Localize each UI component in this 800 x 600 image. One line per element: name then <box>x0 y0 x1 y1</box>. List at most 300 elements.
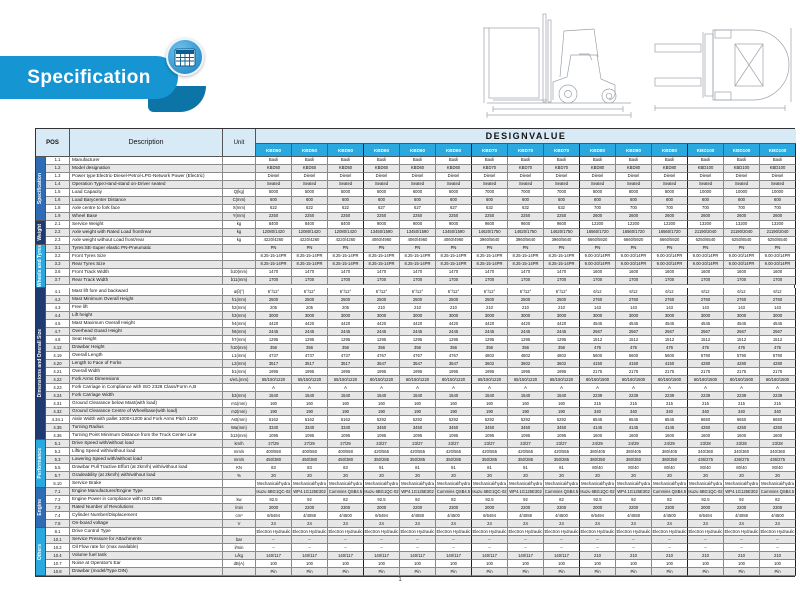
value-cell: 24 <box>688 520 724 528</box>
value-cell: 4280 <box>724 360 760 368</box>
unit-cell: h10(mm) <box>223 344 256 352</box>
unit-cell <box>223 568 256 576</box>
value-cell: 1600 <box>760 269 796 277</box>
value-cell: 140/117 <box>256 552 292 560</box>
value-cell: 215 <box>688 400 724 408</box>
value-cell: 6250/6540 <box>688 237 724 245</box>
value-cell: A <box>328 384 364 392</box>
unit-cell: s/e/L(mm) <box>223 376 256 384</box>
value-cell: 3000 <box>544 312 580 320</box>
value-cell: 356 <box>364 344 400 352</box>
value-cell: 190 <box>364 408 400 416</box>
value-cell: 2445 <box>400 328 436 336</box>
value-cell: 2445 <box>544 328 580 336</box>
value-cell: 2567 <box>688 328 724 336</box>
value-cell: 600 <box>292 197 328 205</box>
value-cell: 6/12 <box>652 288 688 296</box>
value-cell: 1095 <box>364 432 400 440</box>
description-cell: Front Track Width <box>70 269 223 277</box>
description-cell: Volume fuel tank <box>70 552 223 560</box>
value-cell: 8.25-15-14PR <box>544 261 580 269</box>
value-cell: 9.00-20/14PR <box>652 253 688 261</box>
value-cell: 14620/1750 <box>508 229 544 237</box>
value-cell: Electron Hydraulic <box>436 528 472 536</box>
value-cell: 8.25-15-14PR <box>256 261 292 269</box>
value-cell: 6/6494 <box>472 512 508 520</box>
value-cell: 9600 <box>508 221 544 229</box>
table-row <box>46 408 796 416</box>
value-cell: 3547 <box>400 360 436 368</box>
pos-cell: 5.2 <box>46 448 70 456</box>
value-cell: 9.00-20/14PR <box>760 261 796 269</box>
value-cell: 4/4500 <box>328 512 364 520</box>
section-label: Specification <box>37 172 43 205</box>
unit-cell: h7(mm) <box>223 336 256 344</box>
value-cell: 600 <box>256 197 292 205</box>
pos-cell: 3.2 <box>46 253 70 261</box>
table-row <box>46 181 796 189</box>
value-cell: 356 <box>436 344 472 352</box>
value-cell: Baoli <box>508 157 544 165</box>
value-cell: 4150 <box>580 360 616 368</box>
value-cell: 1700 <box>724 277 760 285</box>
value-cell: 92.5 <box>256 496 292 504</box>
unit-cell: kg <box>223 229 256 237</box>
value-cell: 1540 <box>256 392 292 400</box>
description-cell: Free lift <box>70 304 223 312</box>
value-cell: Mechanical/hydra <box>544 480 580 488</box>
model-header: KBD70 <box>472 144 508 157</box>
value-cell: 3960/5640 <box>472 237 508 245</box>
value-cell: KBD50 <box>256 165 292 173</box>
value-cell: 6/6494 <box>688 512 724 520</box>
value-cell: 60/160/1500 <box>652 376 688 384</box>
pos-cell: 7.4 <box>46 512 70 520</box>
value-cell: 420/555 <box>364 448 400 456</box>
value-cell: 476 <box>724 344 760 352</box>
value-cell: Seated <box>292 181 328 189</box>
unit-cell: L1(mm) <box>223 352 256 360</box>
value-cell: 350/285 <box>400 456 436 464</box>
value-cell: 2500 <box>256 296 292 304</box>
value-cell: 4145 <box>580 424 616 432</box>
unit-cell: b11(mm) <box>223 277 256 285</box>
value-cell: 1995 <box>364 368 400 376</box>
model-header: KBD50 <box>292 144 328 157</box>
value-cell: 100 <box>580 560 616 568</box>
unit-cell <box>223 245 256 253</box>
value-cell: 600 <box>328 197 364 205</box>
value-cell: 8.25-15-14PR <box>400 261 436 269</box>
value-cell: 83 <box>328 464 364 472</box>
unit-cell: L2(mm) <box>223 360 256 368</box>
value-cell: A <box>292 384 328 392</box>
value-cell: 1700 <box>760 277 796 285</box>
value-cell: 5162 <box>256 416 292 424</box>
table-row <box>46 253 796 261</box>
value-cell: PN <box>580 245 616 253</box>
value-cell: 3450 <box>508 424 544 432</box>
description-cell: Front Tyres Size <box>70 253 223 261</box>
value-cell: Pin <box>580 568 616 576</box>
value-cell: Diesel <box>580 173 616 181</box>
value-cell: 8.25-15-14PR <box>472 261 508 269</box>
value-cell: 14620/1750 <box>544 229 580 237</box>
value-cell: 600 <box>508 197 544 205</box>
value-cell: 5000 <box>256 189 292 197</box>
value-cell: 7000 <box>472 189 508 197</box>
value-cell: 55/150/1220 <box>328 376 364 384</box>
value-cell: 1295 <box>292 336 328 344</box>
value-cell: 140/117 <box>364 552 400 560</box>
unit-cell: Ast(mm) <box>223 416 256 424</box>
header-designvalue: DESIGNVALUE <box>256 129 796 144</box>
value-cell: 1700 <box>436 277 472 285</box>
unit-cell: mm/s <box>223 448 256 456</box>
value-cell: 60/150/1220 <box>400 376 436 384</box>
value-cell: Mechanical/hydra <box>436 480 472 488</box>
value-cell: -- <box>652 536 688 544</box>
section-label: Engine <box>37 499 43 516</box>
value-cell: 1700 <box>616 277 652 285</box>
value-cell: 5162 <box>292 416 328 424</box>
value-cell: 350/285 <box>472 456 508 464</box>
value-cell: 4545 <box>760 320 796 328</box>
value-cell: 1095 <box>292 432 328 440</box>
value-cell: Electron Hydraulic <box>760 528 796 536</box>
description-cell: Axle weight with Rated Load front/rear <box>70 229 223 237</box>
value-cell: 600 <box>688 197 724 205</box>
section-bar <box>36 245 46 288</box>
value-cell: 81 <box>400 464 436 472</box>
value-cell: 215 <box>580 400 616 408</box>
description-cell: Operation Type:Hand-stand on-Driver seated <box>70 181 223 189</box>
value-cell: 1470 <box>544 269 580 277</box>
value-cell: 100 <box>688 560 724 568</box>
value-cell: 2600 <box>580 213 616 221</box>
table-row <box>46 277 796 285</box>
value-cell: 6250/6540 <box>724 237 760 245</box>
value-cell: A <box>256 384 292 392</box>
value-cell: 2250 <box>472 213 508 221</box>
value-cell: 5790 <box>760 352 796 360</box>
unit-cell: cm³ <box>223 512 256 520</box>
unit-cell: Y(mm) <box>223 213 256 221</box>
value-cell: 100 <box>616 560 652 568</box>
unit-cell: h4(mm) <box>223 320 256 328</box>
value-cell: 380/350 <box>580 456 616 464</box>
model-header: KBD80 <box>616 144 652 157</box>
value-cell: 8.25-15-14PR <box>364 253 400 261</box>
value-cell: 2175 <box>688 368 724 376</box>
value-cell: 4737 <box>328 352 364 360</box>
value-cell: 1512 <box>652 336 688 344</box>
pos-cell: 5.1 <box>46 440 70 448</box>
pos-cell: 7.8 <box>46 520 70 528</box>
value-cell: 9600 <box>544 221 580 229</box>
value-cell: KBD60 <box>364 165 400 173</box>
value-cell: 4802 <box>544 352 580 360</box>
table-row <box>46 205 796 213</box>
value-cell: 1470 <box>400 269 436 277</box>
table-row <box>46 237 796 245</box>
unit-cell: mm/s <box>223 456 256 464</box>
model-header: KBD100 <box>688 144 724 157</box>
pos-cell: 5.10 <box>46 480 70 488</box>
value-cell: 1295 <box>472 336 508 344</box>
unit-cell: b3(mm) <box>223 392 256 400</box>
value-cell: 8.25-15-14PR <box>544 253 580 261</box>
value-cell: Cummins QSB4.5 <box>328 488 364 496</box>
description-cell: Rear Tyres Size <box>70 261 223 269</box>
description-cell: Drawbar (model/Type DIN) <box>70 568 223 576</box>
value-cell: 600 <box>472 197 508 205</box>
description-cell: Load Capacity <box>70 189 223 197</box>
value-cell: 5292 <box>508 416 544 424</box>
value-cell: -- <box>760 544 796 552</box>
table-row <box>46 392 796 400</box>
unit-cell <box>223 181 256 189</box>
pos-cell: 5.3 <box>46 456 70 464</box>
value-cell: 9.00-20/14PR <box>580 261 616 269</box>
value-cell: 1995 <box>436 368 472 376</box>
value-cell: 1470 <box>292 269 328 277</box>
value-cell: 2500 <box>328 296 364 304</box>
value-cell: 100 <box>472 560 508 568</box>
value-cell: 3450 <box>436 424 472 432</box>
value-cell: Pin <box>472 568 508 576</box>
value-cell: 6650 <box>724 416 760 424</box>
value-cell: Mechanical/hydra <box>580 480 616 488</box>
description-cell: Service Weight <box>70 221 223 229</box>
value-cell: 80/40 <box>688 464 724 472</box>
value-cell: 20 <box>760 472 796 480</box>
value-cell: 400/550 <box>328 448 364 456</box>
value-cell: 420/555 <box>472 448 508 456</box>
value-cell: Diesel <box>508 173 544 181</box>
description-cell: Mast Minimum Overall Height <box>70 296 223 304</box>
value-cell: 2567 <box>616 328 652 336</box>
value-cell: 6660/5920 <box>616 237 652 245</box>
value-cell: 1700 <box>256 277 292 285</box>
value-cell: 622 <box>328 205 364 213</box>
value-cell: 1295 <box>400 336 436 344</box>
value-cell: 2567 <box>760 328 796 336</box>
value-cell: 4545 <box>580 320 616 328</box>
value-cell: Diesel <box>292 173 328 181</box>
description-cell: Fork Carriage Width <box>70 392 223 400</box>
pos-cell: 3.7 <box>46 277 70 285</box>
value-cell: 6°/12° <box>508 288 544 296</box>
section-label: Weight <box>37 224 43 241</box>
table-row <box>46 360 796 368</box>
specification-table <box>35 128 795 577</box>
section-bar <box>36 221 46 245</box>
value-cell: 4280 <box>760 360 796 368</box>
value-cell: 20 <box>472 472 508 480</box>
value-cell: 5292 <box>544 416 580 424</box>
value-cell: 20 <box>580 472 616 480</box>
value-cell: 27/29 <box>328 440 364 448</box>
value-cell: A <box>400 384 436 392</box>
description-cell: Wheel Base <box>70 213 223 221</box>
models-row <box>256 144 796 157</box>
description-cell: Aisle Width with pallet 1000×1200 and Fork Arms Pitch 1200 <box>70 416 223 424</box>
value-cell: 20 <box>652 472 688 480</box>
value-cell: 8400 <box>292 221 328 229</box>
value-cell: KBD100 <box>688 165 724 173</box>
header-description: Description <box>70 129 223 157</box>
value-cell: 6°/12° <box>364 288 400 296</box>
table-row <box>46 288 796 296</box>
description-cell: Cylinder Number/Displacement <box>70 512 223 520</box>
value-cell: 1512 <box>724 336 760 344</box>
value-cell: 8.25-15-14PR <box>436 253 472 261</box>
value-cell: WP4.1G125E302 <box>724 488 760 496</box>
table-row <box>46 157 796 165</box>
pos-cell: 1.5 <box>46 189 70 197</box>
description-cell: Model designation <box>70 165 223 173</box>
value-cell: 8.25-15-14PR <box>400 253 436 261</box>
value-cell: 8000 <box>616 189 652 197</box>
value-cell: 20 <box>400 472 436 480</box>
value-cell: 205 <box>292 304 328 312</box>
value-cell: 2500 <box>508 296 544 304</box>
value-cell: 4/4088 <box>616 512 652 520</box>
value-cell: 380/350 <box>652 456 688 464</box>
value-cell: 6000 <box>436 189 472 197</box>
value-cell: WP4.1G125E302 <box>292 488 328 496</box>
model-header: KBD70 <box>544 144 580 157</box>
value-cell: 600 <box>436 197 472 205</box>
value-cell: 82 <box>652 496 688 504</box>
description-cell: Turning Radius <box>70 424 223 432</box>
unit-cell: h6(mm) <box>223 328 256 336</box>
value-cell: 1470 <box>436 269 472 277</box>
value-cell: 210 <box>688 552 724 560</box>
value-cell: 4060/4960 <box>436 237 472 245</box>
value-cell: 143 <box>652 304 688 312</box>
value-cell: Baoli <box>688 157 724 165</box>
value-cell: Mechanical/hydra <box>652 480 688 488</box>
value-cell: 1600 <box>616 269 652 277</box>
description-cell: Oil Flow rate for (max available) <box>70 544 223 552</box>
value-cell: 13450/1590 <box>364 229 400 237</box>
model-header: KBD60 <box>364 144 400 157</box>
value-cell: 5292 <box>472 416 508 424</box>
value-cell: 2760 <box>580 296 616 304</box>
model-header: KBD70 <box>508 144 544 157</box>
value-cell: -- <box>292 544 328 552</box>
value-cell: 2300 <box>760 504 796 512</box>
value-cell: KBD100 <box>724 165 760 173</box>
value-cell: 4220/4260 <box>292 237 328 245</box>
value-cell: 20 <box>544 472 580 480</box>
value-cell: 632 <box>544 205 580 213</box>
value-cell: 3602 <box>472 360 508 368</box>
value-cell: -- <box>400 536 436 544</box>
value-cell: 24/29 <box>652 440 688 448</box>
value-cell: 3960/5640 <box>508 237 544 245</box>
value-cell: -- <box>616 536 652 544</box>
value-cell: Pin <box>688 568 724 576</box>
value-cell: Seated <box>508 181 544 189</box>
value-cell: 1470 <box>472 269 508 277</box>
value-cell: 5790 <box>688 352 724 360</box>
table-row <box>46 424 796 432</box>
description-cell: Drive Control Type <box>70 528 223 536</box>
value-cell: 4220/4260 <box>256 237 292 245</box>
value-cell: 2000 <box>472 504 508 512</box>
value-cell: 340/360 <box>724 448 760 456</box>
model-header: KBD100 <box>724 144 760 157</box>
value-cell: 6/6494 <box>580 512 616 520</box>
unit-cell: km/h <box>223 440 256 448</box>
value-cell: 2250 <box>328 213 364 221</box>
value-cell: 160 <box>400 400 436 408</box>
value-cell: 4060/4960 <box>364 237 400 245</box>
value-cell: 5000 <box>292 189 328 197</box>
value-cell: 82 <box>328 496 364 504</box>
value-cell: 700 <box>724 205 760 213</box>
value-cell: 9.00-20/14PR <box>616 253 652 261</box>
pos-cell: 4.34.1 <box>46 416 70 424</box>
value-cell: 23/27 <box>364 440 400 448</box>
value-cell: 380/405 <box>580 448 616 456</box>
value-cell: 210 <box>580 552 616 560</box>
value-cell: 476 <box>688 344 724 352</box>
value-cell: 190 <box>472 408 508 416</box>
value-cell: 3000 <box>328 312 364 320</box>
value-cell: 1600 <box>652 432 688 440</box>
value-cell: 2239 <box>724 392 760 400</box>
value-cell: 4802 <box>508 352 544 360</box>
value-cell: Mechanical/hydra <box>292 480 328 488</box>
value-cell: 140/117 <box>508 552 544 560</box>
value-cell: 1700 <box>544 277 580 285</box>
unit-cell: b10(mm) <box>223 269 256 277</box>
description-cell: Fork Carriage in Compliance with ISO 2328 Class/Form A,B <box>70 384 223 392</box>
value-cell: 6000 <box>400 189 436 197</box>
description-cell: Drive Speed with/without load <box>70 440 223 448</box>
model-header: KBD100 <box>760 144 796 157</box>
value-cell: A <box>724 384 760 392</box>
value-cell: 215 <box>724 400 760 408</box>
value-cell: 160 <box>472 400 508 408</box>
value-cell: 100 <box>544 560 580 568</box>
pos-cell: 4.20 <box>46 360 70 368</box>
value-cell: Electron Hydraulic <box>508 528 544 536</box>
value-cell: Pin <box>328 568 364 576</box>
table-row <box>46 560 796 568</box>
value-cell: PN <box>760 245 796 253</box>
table-row <box>46 328 796 336</box>
value-cell: 4/4088 <box>724 512 760 520</box>
value-cell: 2445 <box>364 328 400 336</box>
value-cell: 4/4500 <box>544 512 580 520</box>
value-cell: 700 <box>580 205 616 213</box>
value-cell: 2445 <box>472 328 508 336</box>
value-cell: A <box>616 384 652 392</box>
value-cell: -- <box>580 536 616 544</box>
value-cell: 27/29 <box>292 440 328 448</box>
value-cell: 2239 <box>616 392 652 400</box>
value-cell: 1700 <box>580 277 616 285</box>
value-cell: Electron Hydraulic <box>652 528 688 536</box>
pos-cell: 4.5 <box>46 320 70 328</box>
value-cell: 2567 <box>652 328 688 336</box>
value-cell: Diesel <box>760 173 796 181</box>
